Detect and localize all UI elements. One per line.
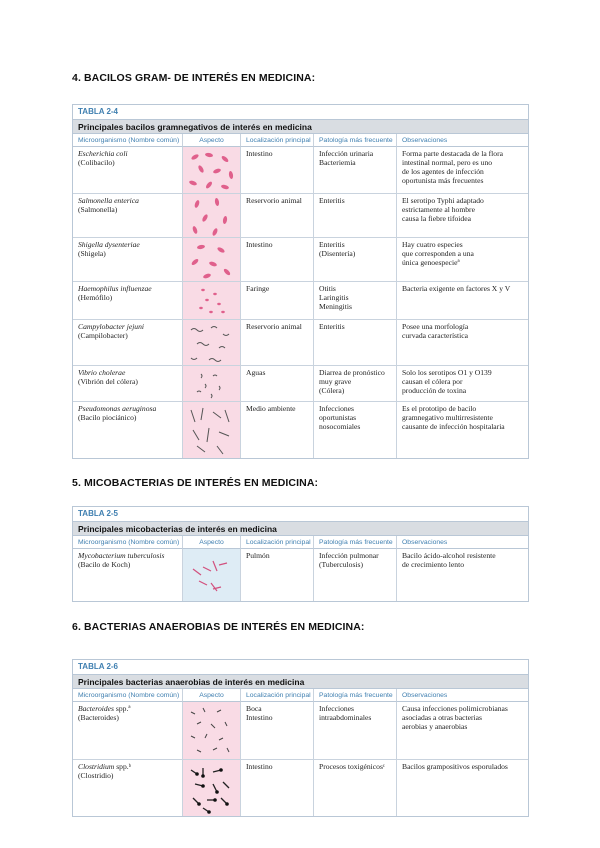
notes: Bacilo ácido-alcohol resistente de crecimiento lento xyxy=(402,551,496,569)
col-organism: Microorganismo (Nombre común) xyxy=(73,689,183,702)
pathology: Infecciones intraabdominales xyxy=(314,702,397,760)
notes: Forma parte destacada de la flora intestinal normal, pero es uno de los agentes de infección oportunista más frecuentes xyxy=(397,147,528,194)
organism-name: Shigella dysenteriae xyxy=(78,240,140,249)
col-aspect: Aspecto xyxy=(183,536,241,549)
table-row xyxy=(73,147,528,194)
col-notes: Observaciones xyxy=(397,134,528,147)
table-label: TABLA 2-6 xyxy=(73,660,528,674)
common-name: (Hemófilo) xyxy=(78,293,113,302)
organism-name: Salmonella enterica xyxy=(78,196,139,205)
pathology: Enteritis xyxy=(314,320,397,366)
aspect-image xyxy=(183,760,241,816)
aspect-image xyxy=(183,282,241,320)
table-header xyxy=(73,689,528,702)
section-heading: 6. BACTERIAS ANAEROBIAS DE INTERÉS EN MEDICINA: xyxy=(72,621,365,633)
aspect-image xyxy=(183,194,241,238)
location: Boca Intestino xyxy=(241,702,314,760)
organism-suffix: spp.ª xyxy=(114,704,131,713)
rods-illustration xyxy=(183,238,241,282)
pathology: Diarrea de pronóstico muy grave (Cólera) xyxy=(314,366,397,402)
comma-rods-illustration xyxy=(183,366,241,402)
common-name: (Bacilo piociánico) xyxy=(78,413,137,422)
common-name: (Colibacilo) xyxy=(78,158,115,167)
col-notes: Observaciones xyxy=(397,536,528,549)
location: Reservorio animal xyxy=(241,320,314,366)
organism-name: Campylobacter jejuni xyxy=(78,322,145,331)
table-title: Principales bacilos gramnegativos de interés en medicina xyxy=(73,119,528,134)
location: Pulmón xyxy=(241,549,314,601)
aspect-image xyxy=(183,702,241,760)
notes: Causa infecciones polimicrobianas asociadas a otras bacterias aerobias y anaerobias xyxy=(397,702,528,760)
organism-name: Haemophilus influenzae xyxy=(78,284,152,293)
pathology: Procesos toxigénicosᶜ xyxy=(314,760,397,816)
table-label: TABLA 2-5 xyxy=(73,507,528,521)
col-location: Localización principal xyxy=(241,536,314,549)
table-row xyxy=(73,366,528,402)
table-label: TABLA 2-4 xyxy=(73,105,528,119)
col-location: Localización principal xyxy=(241,689,314,702)
aspect-image xyxy=(183,366,241,402)
col-aspect: Aspecto xyxy=(183,134,241,147)
table-row xyxy=(73,320,528,366)
pathology: Infección urinaria Bacteriemia xyxy=(314,147,397,194)
aspect-image xyxy=(183,320,241,366)
table-title: Principales micobacterias de interés en medicina xyxy=(73,521,528,536)
location: Aguas xyxy=(241,366,314,402)
pathology: Enteritis xyxy=(314,194,397,238)
organism-name: Mycobacterium tuberculosis xyxy=(78,551,165,560)
location: Faringe xyxy=(241,282,314,320)
table-2-4 xyxy=(72,104,529,459)
common-name: (Clostridio) xyxy=(78,771,114,780)
col-notes: Observaciones xyxy=(397,689,528,702)
location: Reservorio animal xyxy=(241,194,314,238)
notes: Bacilos grampositivos esporulados xyxy=(402,762,508,771)
organism-name: Clostridium xyxy=(78,762,115,771)
col-pathology: Patología más frecuente xyxy=(314,134,397,147)
table-row xyxy=(73,760,528,816)
curved-rods-illustration xyxy=(183,320,241,366)
common-name: (Shigela) xyxy=(78,249,106,258)
table-2-6 xyxy=(72,659,529,817)
notes: Hay cuatro especies que corresponden a una única genoespecieª xyxy=(397,238,528,282)
organism-name: Bacteroides xyxy=(78,704,114,713)
section-heading: 5. MICOBACTERIAS DE INTERÉS EN MEDICINA: xyxy=(72,477,319,489)
rods-illustration xyxy=(183,194,241,238)
common-name: (Salmonella) xyxy=(78,205,118,214)
notes: Es el prototipo de bacilo gramnegativo multirresistente causante de infección hospitalaria xyxy=(402,404,505,431)
coccobacilli-illustration xyxy=(183,282,241,320)
aspect-image xyxy=(183,147,241,194)
col-organism: Microorganismo (Nombre común) xyxy=(73,536,183,549)
organism-name: Escherichia coli xyxy=(78,149,128,158)
location: Medio ambiente xyxy=(241,402,314,458)
location: Intestino xyxy=(241,238,314,282)
notes: Solo los serotipos O1 y O139 causan el cólera por producción de toxina xyxy=(397,366,528,402)
notes: Bacteria exigente en factores X y V xyxy=(397,282,528,320)
organism-name: Vibrio cholerae xyxy=(78,368,126,377)
common-name: (Bacteroides) xyxy=(78,713,119,722)
spore-rods-illustration xyxy=(183,760,241,816)
table-row xyxy=(73,402,528,458)
organism-name: Pseudomonas aeruginosa xyxy=(78,404,157,413)
pathology: Otitis Laringitis Meningitis xyxy=(314,282,397,320)
common-name: (Campilobacter) xyxy=(78,331,128,340)
acid-fast-rods-illustration xyxy=(183,549,241,601)
table-row xyxy=(73,238,528,282)
common-name: (Bacilo de Koch) xyxy=(78,560,131,569)
col-pathology: Patología más frecuente xyxy=(314,689,397,702)
section-heading: 4. BACILOS GRAM- DE INTERÉS EN MEDICINA: xyxy=(72,72,316,84)
organism-suffix: spp.ᵇ xyxy=(114,762,131,771)
col-aspect: Aspecto xyxy=(183,689,241,702)
table-header xyxy=(73,536,528,549)
table-row xyxy=(73,282,528,320)
table-title: Principales bacterias anaerobias de interés en medicina xyxy=(73,674,528,689)
table-row xyxy=(73,549,528,601)
aspect-image xyxy=(183,549,241,601)
notes: Posee una morfología curvada característica xyxy=(397,320,528,366)
pathology: Infección pulmonar (Tuberculosis) xyxy=(314,549,397,601)
aspect-image xyxy=(183,402,241,458)
location: Intestino xyxy=(241,147,314,194)
dashes-illustration xyxy=(183,702,241,760)
table-2-5 xyxy=(72,506,529,602)
table-row xyxy=(73,702,528,760)
col-location: Localización principal xyxy=(241,134,314,147)
notes: El serotipo Typhi adaptado estrictamente al hombre causa la fiebre tifoidea xyxy=(397,194,528,238)
col-pathology: Patología más frecuente xyxy=(314,536,397,549)
table-header xyxy=(73,134,528,147)
col-organism: Microorganismo (Nombre común) xyxy=(73,134,183,147)
table-row xyxy=(73,194,528,238)
common-name: (Vibrión del cólera) xyxy=(78,377,138,386)
location: Intestino xyxy=(241,760,314,816)
aspect-image xyxy=(183,238,241,282)
pathology: Enteritis (Disentería) xyxy=(314,238,397,282)
plump-rods-illustration xyxy=(183,147,241,194)
pathology: Infecciones oportunistas nosocomiales xyxy=(314,402,397,458)
thin-rods-illustration xyxy=(183,402,241,458)
